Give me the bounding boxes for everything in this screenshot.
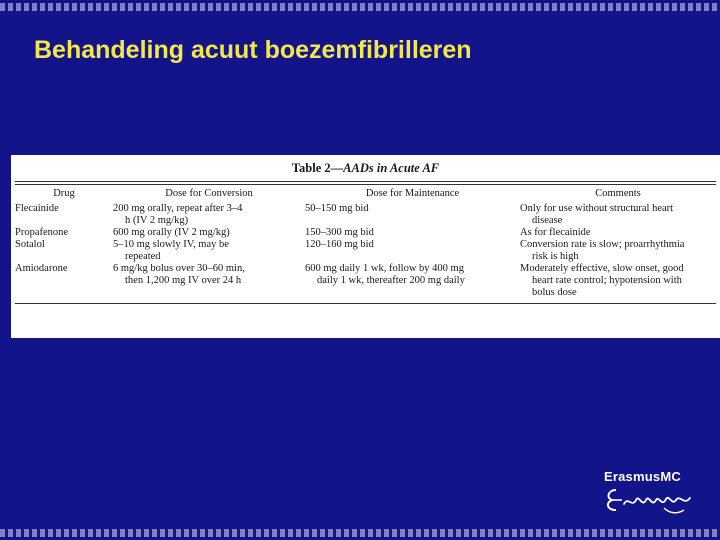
cell-drug: Sotalol xyxy=(15,239,45,250)
table-row xyxy=(15,203,716,227)
header-conversion: Dose for Conversion xyxy=(165,188,253,199)
cell-maintenance-line: daily 1 wk, thereafter 200 mg daily xyxy=(317,275,465,286)
cell-drug: Amiodarone xyxy=(15,263,68,274)
cell-conversion xyxy=(113,227,305,239)
table-row xyxy=(15,263,716,299)
cell-comments-line: disease xyxy=(532,215,563,226)
cell-conversion-line: repeated xyxy=(125,251,161,262)
cell-maintenance-line: 120–160 mg bid xyxy=(305,239,374,250)
cell-conversion xyxy=(113,239,305,263)
table-caption xyxy=(15,161,716,176)
table-row xyxy=(15,239,716,263)
cell-maintenance xyxy=(305,203,520,227)
header-comments: Comments xyxy=(595,188,641,199)
cell-comments-line: Conversion rate is slow; proarrhythmia xyxy=(520,239,685,250)
header-drug: Drug xyxy=(53,188,75,199)
erasmus-mc-logo xyxy=(604,469,704,519)
aad-table xyxy=(15,185,716,299)
cell-conversion-line: 600 mg orally (IV 2 mg/kg) xyxy=(113,227,230,238)
cell-conversion-line: 200 mg orally, repeat after 3–4 xyxy=(113,203,243,214)
signature-icon xyxy=(604,484,700,518)
caption-prefix: Table 2— xyxy=(291,161,344,175)
cell-comments-line: bolus dose xyxy=(532,287,577,298)
cell-conversion xyxy=(113,263,305,299)
cell-maintenance xyxy=(305,227,520,239)
table-row xyxy=(15,227,716,239)
cell-comments-line: As for flecainide xyxy=(520,227,591,238)
cell-comments xyxy=(520,227,716,239)
cell-conversion-line: 5–10 mg slowly IV, may be xyxy=(113,239,229,250)
cell-comments-line: Only for use without structural heart xyxy=(520,203,674,214)
table-bottom-rule xyxy=(15,303,716,304)
drug-table-card xyxy=(11,155,720,338)
cell-conversion xyxy=(113,203,305,227)
table-body xyxy=(15,203,716,299)
cell-maintenance-line: 50–150 mg bid xyxy=(305,203,369,214)
cell-maintenance-line: 600 mg daily 1 wk, follow by 400 mg xyxy=(305,263,464,274)
cell-drug: Flecainide xyxy=(15,203,59,214)
header-maintenance: Dose for Maintenance xyxy=(365,188,460,199)
caption-title: AADs in Acute AF xyxy=(343,161,440,175)
top-dot-border xyxy=(0,3,720,11)
cell-maintenance-line: 150–300 mg bid xyxy=(305,227,374,238)
cell-comments-line: Moderately effective, slow onset, good xyxy=(520,263,684,274)
slide-title: Behandeling acuut boezemfibrilleren xyxy=(34,36,472,64)
cell-comments xyxy=(520,239,716,263)
logo-wordmark: ErasmusMC xyxy=(604,469,681,484)
cell-maintenance xyxy=(305,239,520,263)
bottom-dot-border xyxy=(0,529,720,537)
cell-comments-line: heart rate control; hypotension with xyxy=(532,275,682,286)
cell-conversion-line: 6 mg/kg bolus over 30–60 min, xyxy=(113,263,245,274)
header-row xyxy=(15,185,716,203)
cell-conversion-line: then 1,200 mg IV over 24 h xyxy=(125,275,242,286)
cell-comments-line: risk is high xyxy=(532,251,579,262)
cell-comments xyxy=(520,263,716,299)
cell-conversion-line: h (IV 2 mg/kg) xyxy=(125,215,189,226)
cell-maintenance xyxy=(305,263,520,299)
cell-drug: Propafenone xyxy=(15,227,69,238)
cell-comments xyxy=(520,203,716,227)
